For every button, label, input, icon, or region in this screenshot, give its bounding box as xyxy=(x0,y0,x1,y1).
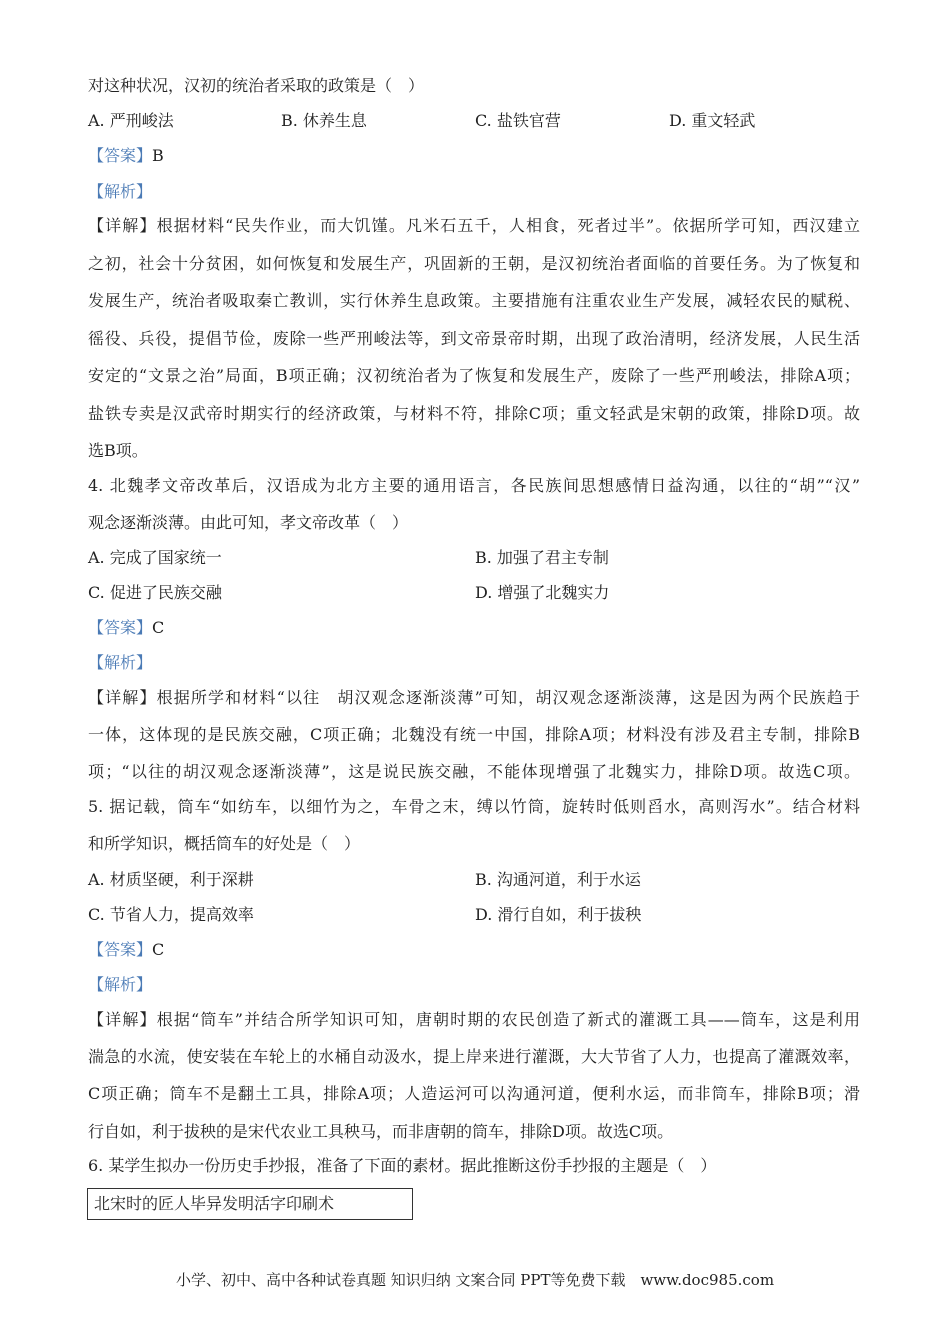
detail-tag: 【详解】 xyxy=(88,216,157,235)
detail-text: 根据“筒车”并结合所学知识可知，唐朝时期的农民创造了新式的灌溉工具——筒车，这是利用 xyxy=(156,1010,860,1029)
answer-tag: 【答案】 xyxy=(88,618,153,637)
detail-text: 根据所学和材料“以往 胡汉观念逐渐淡薄”可知，胡汉观念逐渐淡薄，这是因为两个民族趋于 xyxy=(156,688,860,707)
q3-detail-line-3: 发展生产，统治者吸取秦亡教训，实行休养生息政策。主要措施有注重农业生产发展，减轻农民的赋税、 xyxy=(88,291,860,310)
q4-analysis-tag: 【解析】 xyxy=(88,653,153,672)
q4-detail-line-1 xyxy=(88,688,860,708)
q5-option-d: D. 滑行自如，利于拔秧 xyxy=(475,905,642,924)
q4-detail-line-2: 一体，这体现的是民族交融，C项正确；北魏没有统一中国，排除A项；材料没有涉及君主专制，排除B xyxy=(88,725,860,744)
q4-option-b: B. 加强了君主专制 xyxy=(475,548,609,567)
q5-option-c: C. 节省人力，提高效率 xyxy=(88,905,254,924)
q5-answer-line xyxy=(88,940,164,960)
q5-detail-line-4: 行自如，利于拔秧的是宋代农业工具秧马，而非唐朝的筒车，排除D项。故选C项。 xyxy=(88,1122,674,1141)
q4-option-d: D. 增强了北魏实力 xyxy=(475,583,610,602)
q3-detail-line-1 xyxy=(88,216,860,236)
q5-analysis-tag: 【解析】 xyxy=(88,975,153,994)
q5-detail-line-1 xyxy=(88,1010,860,1030)
answer-value: C xyxy=(152,940,165,959)
q4-option-c: C. 促进了民族交融 xyxy=(88,583,222,602)
detail-tag: 【详解】 xyxy=(88,1010,157,1029)
q4-stem-line-1: 4. 北魏孝文帝改革后，汉语成为北方主要的通用语言，各民族间思想感情日益沟通，以往的“胡”“汉” xyxy=(88,476,860,495)
q5-option-b: B. 沟通河道，利于水运 xyxy=(475,870,641,889)
q4-stem-line-2: 观念逐渐淡薄。由此可知，孝文帝改革（ ） xyxy=(88,513,409,532)
q3-option-a: A. 严刑峻法 xyxy=(88,111,174,130)
q5-detail-line-3: C项正确；筒车不是翻土工具，排除A项；人造运河可以沟通河道，便利水运，而非筒车，排除B项；滑 xyxy=(88,1084,860,1103)
q3-stem-end: 对这种状况，汉初的统治者采取的政策是（ ） xyxy=(88,76,425,95)
q3-option-d: D. 重文轻武 xyxy=(669,111,756,130)
answer-value: C xyxy=(152,618,165,637)
q3-detail-line-2: 之初，社会十分贫困，如何恢复和发展生产，巩固新的王朝，是汉初统治者面临的首要任务。为了恢复和 xyxy=(88,254,860,273)
detail-text: 根据材料“民失作业，而大饥馑。凡米石五千，人相食，死者过半”。依据所学可知，西汉建立 xyxy=(156,216,860,235)
answer-value: B xyxy=(152,146,164,165)
q5-stem-line-1: 5. 据记载，筒车“如纺车，以细竹为之，车骨之末，缚以竹筒，旋转时低则舀水，高则泻水”。结合材料 xyxy=(88,797,860,816)
q4-detail-line-3: 项；“以往的胡汉观念逐渐淡薄”，这是说民族交融，不能体现增强了北魏实力，排除D项。故选C项。 xyxy=(88,762,860,781)
q3-option-b: B. 休养生息 xyxy=(281,111,367,130)
q6-stem: 6. 某学生拟办一份历史手抄报，准备了下面的素材。据此推断这份手抄报的主题是（ ） xyxy=(88,1156,717,1175)
page-footer: 小学、初中、高中各种试卷真题 知识归纳 文案合同 PPT等免费下载 www.doc985.com xyxy=(175,1271,775,1289)
q6-material-box: 北宋时的匠人毕异发明活字印刷术 xyxy=(87,1188,413,1220)
q3-analysis-tag: 【解析】 xyxy=(88,182,153,201)
q4-answer-line xyxy=(88,618,164,638)
q3-detail-line-7: 选B项。 xyxy=(88,441,148,460)
detail-tag: 【详解】 xyxy=(88,688,157,707)
q3-detail-line-4: 徭役、兵役，提倡节俭，废除一些严刑峻法等，到文帝景帝时期，出现了政治清明，经济发展，人民生活 xyxy=(88,329,860,348)
q5-detail-line-2: 湍急的水流，使安装在车轮上的水桶自动汲水，提上岸来进行灌溉，大大节省了人力，也提高了灌溉效率， xyxy=(88,1047,860,1066)
q3-answer-line xyxy=(88,146,164,166)
q3-detail-line-5: 安定的“文景之治”局面，B项正确；汉初统治者为了恢复和发展生产，废除了一些严刑峻法，排除A项； xyxy=(88,366,860,385)
q4-option-a: A. 完成了国家统一 xyxy=(88,548,222,567)
answer-tag: 【答案】 xyxy=(88,146,153,165)
q3-option-c: C. 盐铁官营 xyxy=(475,111,561,130)
answer-tag: 【答案】 xyxy=(88,940,153,959)
q3-detail-line-6: 盐铁专卖是汉武帝时期实行的经济政策，与材料不符，排除C项；重文轻武是宋朝的政策，排除D项。故 xyxy=(88,404,860,423)
q5-stem-line-2: 和所学知识，概括筒车的好处是（ ） xyxy=(88,834,361,853)
q5-option-a: A. 材质坚硬，利于深耕 xyxy=(88,870,254,889)
